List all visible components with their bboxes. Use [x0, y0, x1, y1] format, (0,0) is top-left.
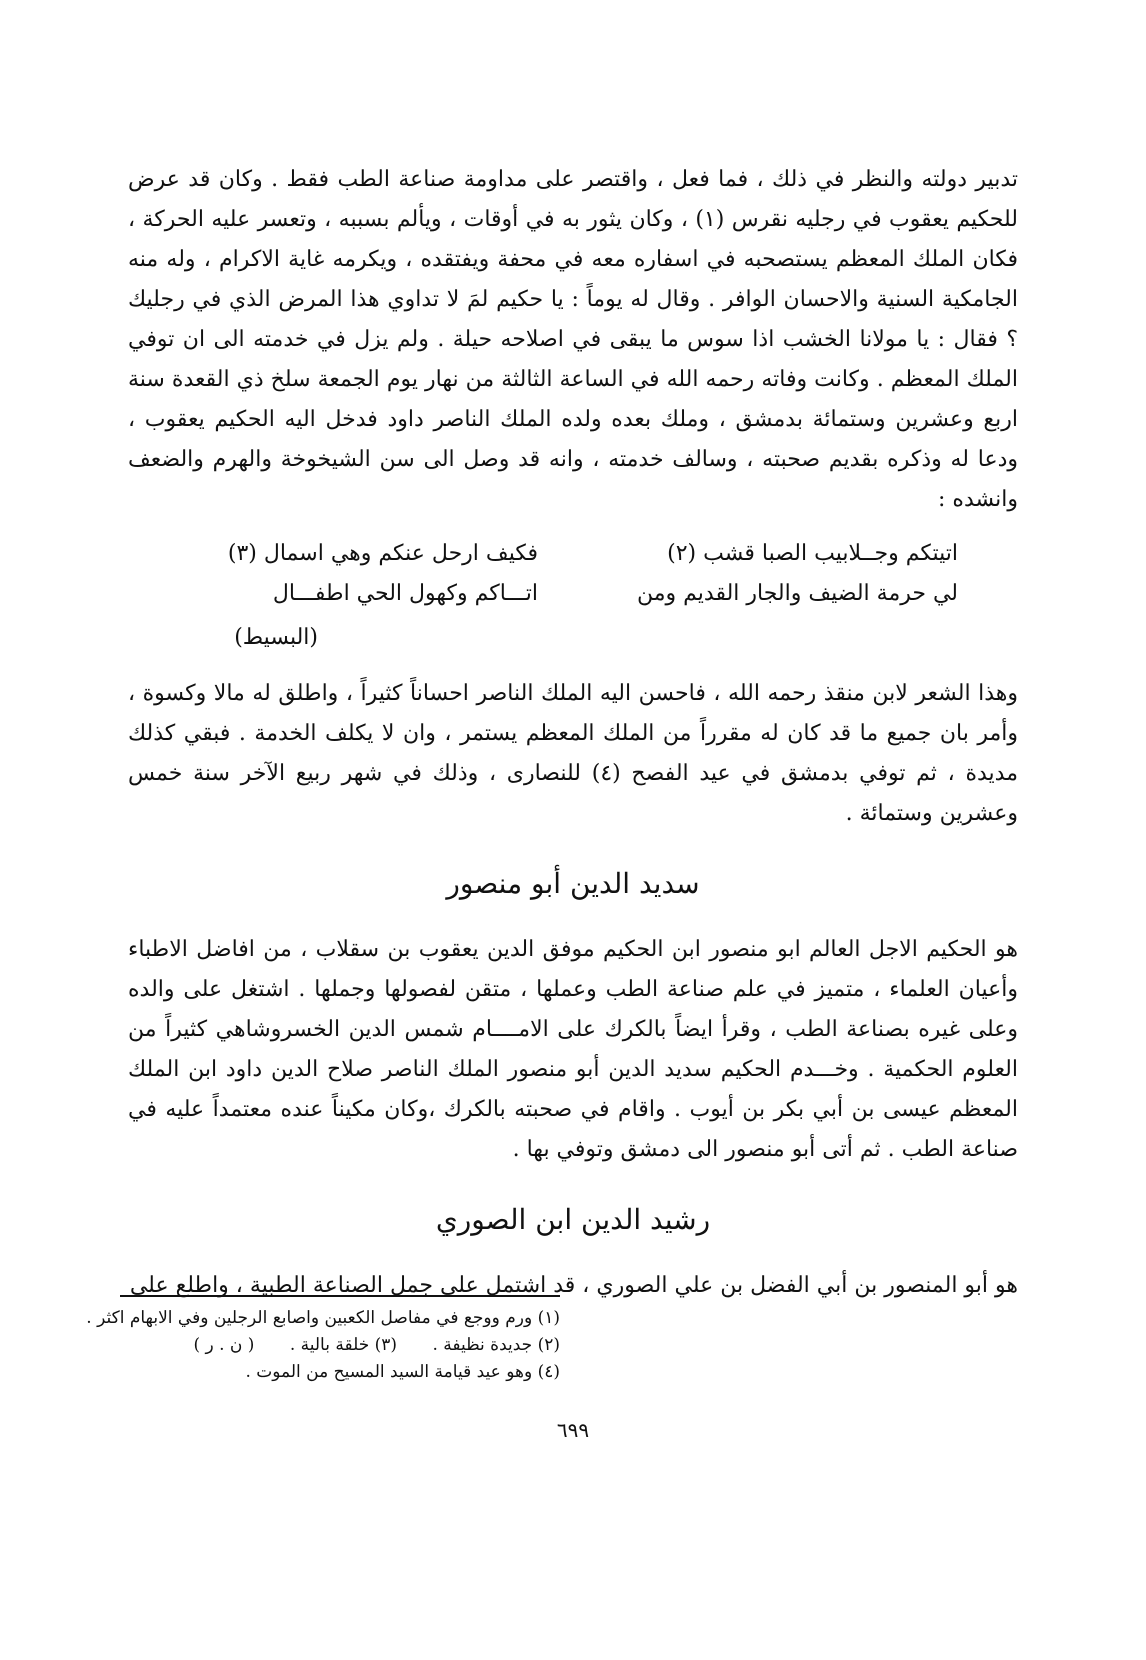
page-number: ٦٩٩	[556, 1418, 590, 1442]
footnote-separator	[120, 1295, 560, 1297]
poem-verse-2-first-hemistich: لي حرمة الضيف والجار القديم ومن	[636, 581, 958, 606]
poem-verse-1-second-hemistich: فكيف ارحل عنكم وهي اسمال (٣)	[227, 541, 538, 566]
paragraph-1: تدبير دولته والنظر في ذلك ، فما فعل ، واقتصر على مداومة صناعة الطب فقط . وكان قد عرض للحكيم يعقوب في رجليه نقرس (١) ، وكان يثور به في أوقات ، ويألم بسببه ، وتعسر عليه الحركة ، فكان الملك المعظم يستصحبه في اسفاره معه في محفة ويفتقده ، ويكرمه غاية الاكرام ، وله منه الجامكية السنية والاحسان الوافر . وقال له يوماً : يا حكيم لمَ لا تداوي هذا المرض الذي في رجليك ؟ فقال : يا مولانا الخشب اذا سوس ما يبقى في اصلاحه حيلة . ولم يزل في خدمته الى ان توفي الملك المعظم . وكانت وفاته رحمه الله في الساعة الثالثة من نهار يوم الجمعة سلخ ذي القعدة سنة اربع وعشرين وستمائة بدمشق ، وملك بعده ولده الملك الناصر داود فدخل اليه الحكيم يعقوب ، ودعا له وذكره بقديم صحبته ، وسالف خدمته ، وانه قد وصل الى سن الشيخوخة والهرم والضعف وانشده :	[128, 167, 1018, 512]
poem	[128, 534, 1018, 674]
paragraph-4: هو أبو المنصور بن أبي الفضل بن علي الصوري ، قد اشتمل على جمل الصناعة الطبية ، واطلع على	[129, 1273, 1018, 1298]
poem-meter-label: (البسيط)	[234, 625, 318, 650]
section-heading-rashid-al-din: رشيد الدين ابن الصوري	[435, 1203, 711, 1236]
footnote-editor-mark: ( ن . ر )	[193, 1335, 255, 1355]
poem-verse-2-second-hemistich: اتـــاكم وكهول الحي اطفـــال	[272, 581, 538, 606]
footnote-row-2	[120, 1332, 560, 1359]
page-body	[128, 160, 1018, 1306]
footnote-4: (٤) وهو عيد قيامة السيد المسيح من الموت .	[245, 1362, 560, 1382]
footnotes	[86, 1305, 560, 1386]
footnote-1: (١) ورم ووجع في مفاصل الكعبين واصابع الرجلين وفي الابهام اكثر .	[86, 1308, 560, 1328]
poem-verse-1-first-hemistich: اتيتكم وجــلابيب الصبا قشب (٢)	[667, 541, 958, 566]
paragraph-2: وهذا الشعر لابن منقذ رحمه الله ، فاحسن اليه الملك الناصر احساناً كثيراً ، واطلق له مالا وكسوة ، وأمر بان جميع ما قد كان له مقرراً من الملك المعظم يستمر ، وان لا يكلف الخدمة . فبقي كذلك مديدة ، ثم توفي بدمشق في عيد الفصح (٤) للنصارى ، وذلك في شهر ربيع الآخر سنة خمس وعشرين وستمائة .	[128, 681, 1018, 826]
footnote-2: (٢) جديدة نظيفة .	[432, 1335, 560, 1355]
paragraph-3: هو الحكيم الاجل العالم ابو منصور ابن الحكيم موفق الدين يعقوب بن سقلاب ، من افاضل الاطباء وأعيان العلماء ، متميز في علم صناعة الطب وعملها ، متقن لفصولها وجملها . اشتغل على والده وعلى غيره بصناعة الطب ، وقرأ ايضاً بالكرك على الامــــام شمس الدين الخسروشاهي كثيراً من العلوم الحكمية . وخـــدم الحكيم سديد الدين أبو منصور الملك الناصر صلاح الدين داود ابن الملك المعظم عيسى بن أبي بكر بن أيوب . واقام في صحبته بالكرك ،وكان مكيناً عنده معتمداً عليه في صناعة الطب . ثم أتى أبو منصور الى دمشق وتوفي بها .	[128, 937, 1018, 1162]
section-heading-sadid-al-din: سديد الدين أبو منصور	[446, 867, 700, 900]
footnote-3: (٣) خلقة بالية .	[289, 1335, 398, 1355]
